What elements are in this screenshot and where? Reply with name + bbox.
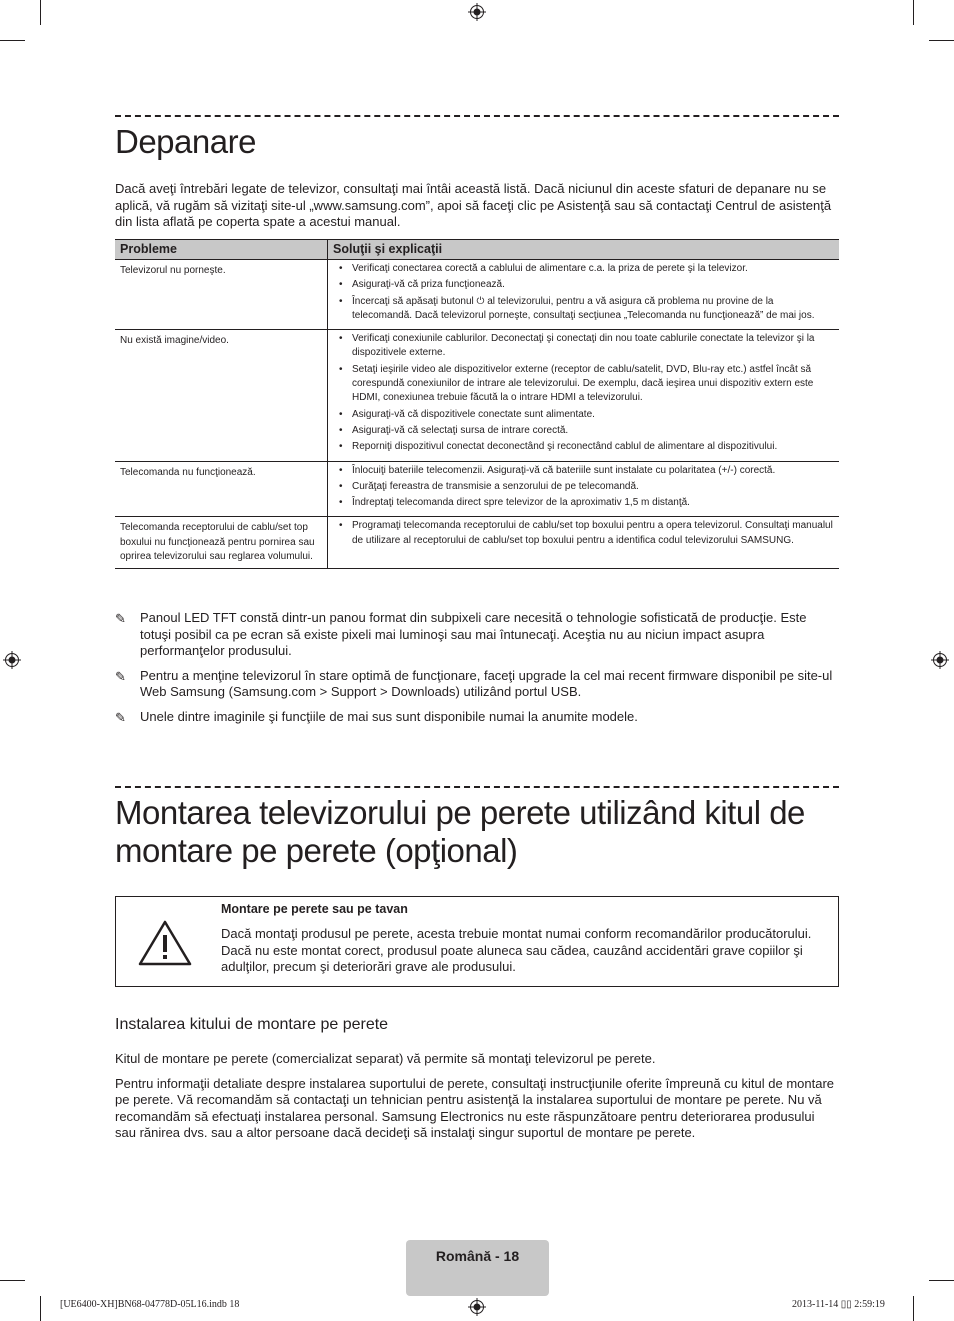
- solution-item: • Înlocuiţi bateriile telecomenzii. Asiguraţi-vă că bateriile sunt instalate cu polaritatea (+/-) corectă.: [336, 464, 833, 478]
- crop-mark: [0, 40, 25, 41]
- solution-item: • Încercaţi să apăsaţi butonul ⏻ al televizorului, pentru a vă asigura că problema nu provine de la telecomandă. Dacă televizorul porneşte, consultaţi secţiunea „Telecomanda nu funcţionează” de mai jos.: [336, 295, 833, 324]
- crop-mark: [0, 1280, 25, 1281]
- warning-box: [115, 896, 839, 987]
- notes-list: [115, 610, 839, 733]
- registration-mark-icon: [468, 1298, 486, 1316]
- crop-mark: [40, 1296, 41, 1321]
- solutions-list: [336, 464, 833, 511]
- problem-cell: Telecomanda nu funcţionează.: [115, 461, 328, 517]
- intro-paragraph: Dacă aveţi întrebări legate de televizor, consultaţi mai întâi această listă. Dacă niciunul din aceste sfaturi de depanare nu se aplică, vă rugăm să vizitaţi site-ul „www.samsung.com”, apoi să faceţi clic pe Asistenţă sau să contactaţi Centrul de asistenţă din lista aflată pe coperta spate a acestui manual.: [115, 181, 832, 229]
- note-pencil-icon: ✎: [115, 709, 126, 725]
- solution-item: • Asiguraţi-vă că selectaţi sursa de intrare corectă.: [336, 424, 833, 438]
- footer-timestamp: 2013-11-14 ▯▯ 2:59:19: [792, 1299, 885, 1310]
- solution-item: • Verificaţi conectarea corectă a cablului de alimentare c.a. la priza de perete şi la televizor.: [336, 262, 833, 276]
- solutions-list: [336, 332, 833, 454]
- section-title-wall-mount-line1: Montarea televizorului pe perete utilizând kitul de: [115, 794, 805, 831]
- note-text: Panoul LED TFT constă dintr-un panou format din subpixeli care necesită o tehnologie sofisticată de producţie. Este totuşi posibil ca pe ecran să existe pixeli mai luminoşi sau mai întunecaţi. Aceştia nu au niciun impact asupra performanţelor produsului.: [140, 610, 807, 658]
- footer-file-info: [UE6400-XH]BN68-04778D-05L16.indb 18: [60, 1299, 240, 1310]
- note-pencil-icon: ✎: [115, 611, 126, 626]
- solution-item: • Reporniţi dispozitivul conectat deconectând şi reconectând cablul de alimentare al dispozitivului.: [336, 440, 833, 454]
- solution-item: • Asiguraţi-vă că dispozitivele conectate sunt alimentate.: [336, 408, 833, 422]
- note-text: Pentru a menţine televizorul în stare optimă de funcţionare, faceţi upgrade la cel mai recent firmware disponibil pe site-ul Web Samsung (Samsung.com > Support > Downloads) utilizând portul USB.: [140, 667, 833, 699]
- warning-title: Montare pe perete sau pe tavan: [221, 902, 408, 916]
- problem-cell: Nu există imagine/video.: [115, 330, 328, 461]
- solution-item: • Îndreptaţi telecomanda direct spre televizor de la aproximativ 1,5 m distanţă.: [336, 496, 833, 510]
- table-body: [115, 260, 839, 569]
- section-title-wall-mount-line2: montare pe perete (opţional): [115, 832, 518, 869]
- solution-item: • Setaţi ieşirile video ale dispozitivelor externe (receptor de cablu/satelit, DVD, Blu-ray etc.) astfel încât să corespundă conexiunilor de intrare ale televizorului. De exemplu, dacă ieşirea unui dispozitiv extern este HDMI, conexiunea trebuie făcută la o intrare HDMI a televizorului.: [336, 363, 833, 406]
- section-divider: [115, 786, 839, 788]
- wall-mount-body: [115, 1051, 839, 1150]
- note-item: [115, 610, 839, 660]
- table-row: [115, 330, 839, 461]
- registration-mark-icon: [931, 651, 949, 669]
- section-divider: [115, 115, 839, 117]
- solutions-cell: [328, 330, 840, 461]
- problem-cell: Telecomanda receptorului de cablu/set top boxului nu funcţionează pentru pornirea sau oprirea televizorului sau reglarea volumului.: [115, 517, 328, 569]
- solutions-cell: [328, 461, 840, 517]
- note-item: [115, 709, 839, 726]
- solution-item: • Curăţaţi fereastra de transmisie a senzorului de pe telecomandă.: [336, 480, 833, 494]
- table-row: [115, 260, 839, 330]
- body-paragraph: Kitul de montare pe perete (comercializat separat) vă permite să montaţi televizorul pe perete.: [115, 1051, 656, 1066]
- column-header-solutions: Soluţii şi explicaţii: [328, 240, 840, 260]
- table-row: [115, 461, 839, 517]
- solutions-cell: [328, 517, 840, 569]
- solutions-list: [336, 519, 833, 548]
- crop-mark: [929, 1280, 954, 1281]
- solutions-list: [336, 262, 833, 323]
- crop-mark: [913, 1296, 914, 1321]
- page-number-tab: [406, 1240, 549, 1296]
- solution-item: • Verificaţi conexiunile cablurilor. Deconectaţi şi conectaţi din nou toate cablurile conectate la televizor şi la dispozitivele externe.: [336, 332, 833, 361]
- note-pencil-icon: ✎: [115, 668, 126, 684]
- problem-cell: Televizorul nu porneşte.: [115, 260, 328, 330]
- crop-mark: [929, 40, 954, 41]
- crop-mark: [40, 0, 41, 25]
- solution-item: • Asiguraţi-vă că priza funcţionează.: [336, 278, 833, 292]
- note-item: [115, 668, 839, 701]
- warning-text: Dacă montaţi produsul pe perete, acesta trebuie montat numai conform recomandărilor producătorului. Dacă nu este montat corect, produsul poate aluneca sau cădea, cauzând accidentări grave copiilor şi adulţilor, precum şi deteriorări grave ale produsului.: [221, 926, 812, 974]
- crop-mark: [913, 0, 914, 25]
- section-title-depanare: Depanare: [115, 123, 256, 160]
- note-text: Unele dintre imaginile şi funcţiile de mai sus sunt disponibile numai la anumite modele.: [140, 708, 638, 724]
- troubleshooting-table: [115, 239, 839, 569]
- solutions-cell: [328, 260, 840, 330]
- table-row: [115, 517, 839, 569]
- warning-triangle-icon: [137, 919, 193, 967]
- registration-mark-icon: [3, 651, 21, 669]
- column-header-problems: Probleme: [115, 240, 328, 260]
- solution-item: • Programaţi telecomanda receptorului de cablu/set top boxului pentru a opera televizorul. Consultaţi manualul de utilizare al receptorului de cablu/set top boxului pentru a identifica codul televizorului SAMSUNG.: [336, 519, 833, 548]
- subheading-wall-mount-kit: Instalarea kitului de montare pe perete: [115, 1016, 389, 1033]
- body-paragraph: Pentru informaţii detaliate despre instalarea suportului de perete, consultaţi instrucţiunile oferite împreună cu kitul de montare pe perete. Vă recomandăm să contactaţi un tehnician pentru asistenţă la instalarea suportului de montare pe perete. Nu vă recomandăm să efectuaţi instalarea personal. Samsung Electronics nu este răspunzătoare pentru deteriorarea produsului sau rănirea dvs. sau a altor persoane dacă decideţi să instalaţi singur suportul de montare pe perete.: [115, 1075, 835, 1140]
- table-header-row: [115, 240, 839, 260]
- page-number: Română - 18: [435, 1248, 520, 1264]
- registration-mark-icon: [468, 3, 486, 21]
